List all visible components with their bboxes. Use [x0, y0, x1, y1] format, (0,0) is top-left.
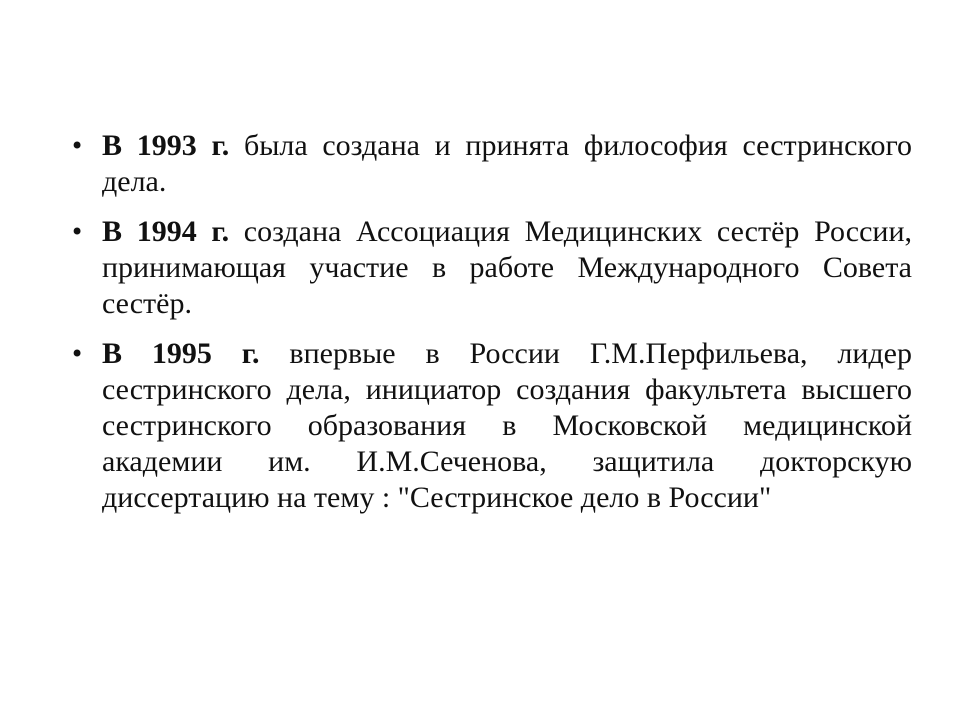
bullet-year: В 1995 г. — [102, 337, 260, 370]
bullet-icon: • — [70, 340, 85, 368]
bullet-text: впервые в России Г.М.Перфильева, лидер сестринского дела, инициатор создания факультета высшего сестринского образования в Московской медицинской академии им. И.М.Сеченова, защитила докторскую диссертацию на тему : "Сестринское дело в России" — [102, 337, 913, 514]
bullet-year: В 1994 г. — [102, 215, 230, 248]
bullet-year: В 1993 г. — [102, 129, 230, 162]
bullet-item-1994 — [70, 214, 912, 322]
bullet-item-1995 — [70, 336, 912, 516]
bullet-text: создана Ассоциация Медицинских сестёр России, принимающая участие в работе Международного Совета сестёр. — [102, 215, 913, 320]
bullet-list — [70, 128, 912, 530]
bullet-text: была создана и принята философия сестринского дела. — [102, 129, 913, 198]
bullet-icon: • — [70, 132, 85, 160]
bullet-item-1993 — [70, 128, 912, 200]
bullet-icon: • — [70, 218, 85, 246]
